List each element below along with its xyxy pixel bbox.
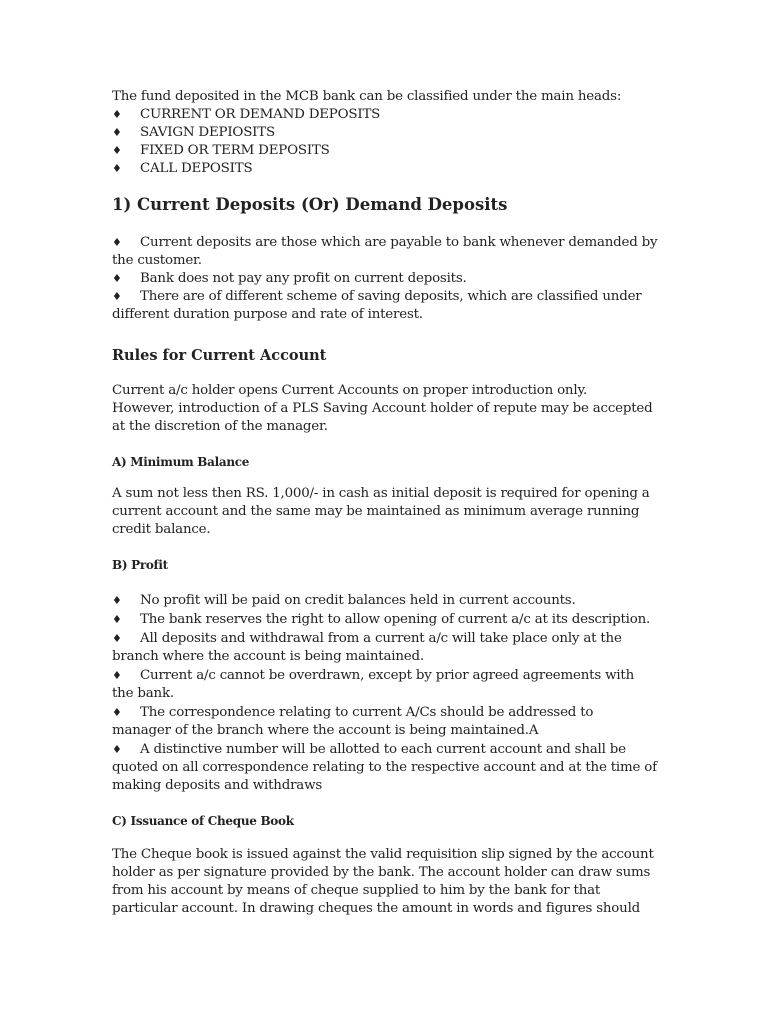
list-item [112,160,672,178]
diamond-bullet-icon: ♦ [112,236,122,249]
list-item [112,288,672,324]
list-item-text: All deposits and withdrawal from a current a/c will take place only at the [140,631,622,646]
profit-list [112,592,672,795]
section-heading-current-deposits: 1) Current Deposits (Or) Demand Deposits [112,195,508,214]
diamond-bullet-icon: ♦ [112,594,122,607]
diamond-bullet-icon: ♦ [112,632,122,645]
cheque-paragraph [112,846,672,918]
subheading-cheque-book: C) Issuance of Cheque Book [112,814,294,828]
current-deposits-list [112,234,672,324]
paragraph-line: credit balance. [112,522,211,537]
list-item-text: The bank reserves the right to allow opening of current a/c at its description. [140,612,651,627]
subheading-profit: B) Profit [112,558,168,572]
diamond-bullet-icon: ♦ [112,144,122,157]
paragraph-line: current account and the same may be maintained as minimum average running [112,504,640,519]
list-item [112,611,672,629]
list-item [112,667,672,703]
list-item-text: making deposits and withdraws [112,778,322,793]
diamond-bullet-icon: ♦ [112,126,122,139]
list-item-text: No profit will be paid on credit balances held in current accounts. [140,593,576,608]
list-item-text: Current deposits are those which are payable to bank whenever demanded by [140,235,658,250]
diamond-bullet-icon: ♦ [112,162,122,175]
diamond-bullet-icon: ♦ [112,743,122,756]
paragraph-line: However, introduction of a PLS Saving Account holder of repute may be accepted [112,401,653,416]
list-item-text: branch where the account is being maintained. [112,649,424,664]
paragraph-line: The Cheque book is issued against the valid requisition slip signed by the account [112,847,654,862]
list-item-text: CALL DEPOSITS [140,161,253,176]
list-item [112,741,672,795]
minimum-balance-paragraph [112,485,672,539]
paragraph-line: at the discretion of the manager. [112,419,328,434]
diamond-bullet-icon: ♦ [112,290,122,303]
list-item [112,592,672,610]
list-item [112,630,672,666]
paragraph-line: Current a/c holder opens Current Accounts on proper introduction only. [112,383,588,398]
list-item [112,234,672,270]
list-item-text: FIXED OR TERM DEPOSITS [140,143,330,158]
diamond-bullet-icon: ♦ [112,706,122,719]
list-item-text: the customer. [112,253,202,268]
list-item [112,704,672,740]
list-item [112,124,672,142]
list-item-text: manager of the branch where the account is being maintained.A [112,723,539,738]
list-item-text: A distinctive number will be allotted to each current account and shall be [140,742,626,757]
rules-paragraph [112,382,672,436]
paragraph-line: A sum not less then RS. 1,000/- in cash as initial deposit is required for opening a [112,486,650,501]
list-item [112,142,672,160]
list-item-text: the bank. [112,686,174,701]
list-item-text: The correspondence relating to current A/Cs should be addressed to [140,705,594,720]
paragraph-line: from his account by means of cheque supplied to him by the bank for that [112,883,601,898]
list-item-text: different duration purpose and rate of interest. [112,307,423,322]
list-item-text: Bank does not pay any profit on current deposits. [140,271,467,286]
list-item-text: Current a/c cannot be overdrawn, except by prior agreed agreements with [140,668,635,683]
diamond-bullet-icon: ♦ [112,613,122,626]
list-item-text: SAVIGN DEPIOSITS [140,125,275,140]
deposit-heads-list [112,106,672,178]
intro-text: The fund deposited in the MCB bank can be classified under the main heads: [112,89,622,104]
diamond-bullet-icon: ♦ [112,272,122,285]
document-page [112,88,672,918]
paragraph-line: holder as per signature provided by the bank. The account holder can draw sums [112,865,651,880]
list-item [112,270,672,288]
paragraph-line: particular account. In drawing cheques the amount in words and figures should [112,901,641,916]
subheading-minimum-balance: A) Minimum Balance [112,455,250,469]
list-item [112,106,672,124]
list-item-text: There are of different scheme of saving deposits, which are classified under [140,289,642,304]
list-item-text: quoted on all correspondence relating to the respective account and at the time of [112,760,657,775]
diamond-bullet-icon: ♦ [112,108,122,121]
diamond-bullet-icon: ♦ [112,669,122,682]
list-item-text: CURRENT OR DEMAND DEPOSITS [140,107,381,122]
section-heading-rules: Rules for Current Account [112,347,327,364]
